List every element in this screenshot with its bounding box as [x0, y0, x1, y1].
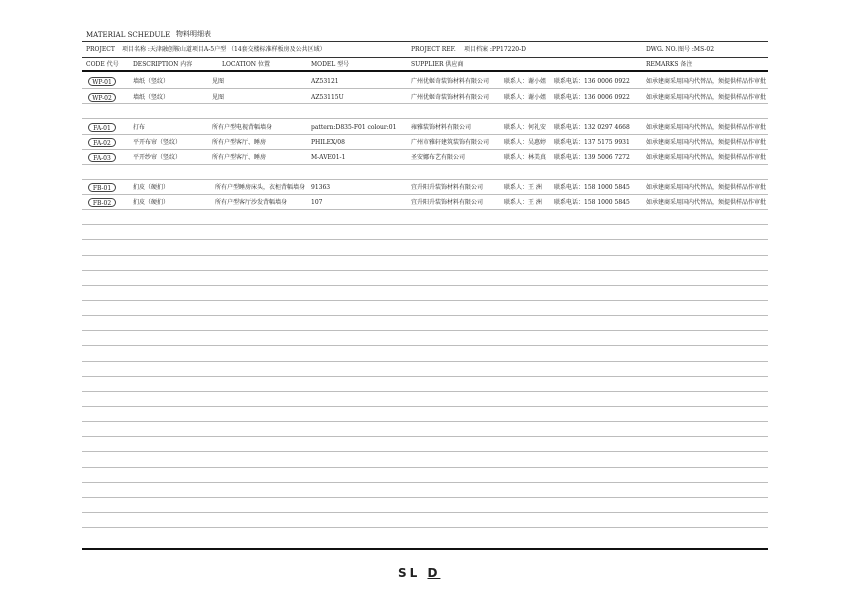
table-rule — [82, 406, 768, 407]
table-rule — [82, 285, 768, 286]
row-phone: 联系电话：158 1000 5845 — [554, 184, 630, 191]
row-supplier: 宜升阳升装饰材料有限公司 — [411, 184, 484, 191]
row-remark: 如承建商采用国内代替品，须提供样品作审批 — [646, 199, 767, 206]
table-rule — [82, 239, 768, 240]
table-rule — [82, 467, 768, 468]
table-rule — [82, 482, 768, 483]
row-description: 墙纸（竖纹） — [133, 94, 170, 101]
row-contact: 联系人：吴惠婷 — [504, 139, 547, 146]
row-phone: 联系电话：132 0297 4668 — [554, 124, 630, 131]
header-rule-bottom — [82, 70, 768, 72]
row-location: 见图 — [212, 78, 225, 85]
row-code-badge: WP-02 — [88, 93, 116, 102]
row-supplier: 圣安娜布艺有限公司 — [411, 154, 466, 161]
header-rule-middle — [82, 57, 768, 58]
row-supplier: 广州优姬奇装饰材料有限公司 — [411, 94, 490, 101]
row-location: 所有户型睡房床头，衣柜背幅墙身 — [215, 184, 306, 191]
row-contact: 联系人：王 洲 — [504, 184, 542, 191]
row-contact: 联系人：谢小姐 — [504, 78, 547, 85]
dwg-value: 图号 :MS-02 — [678, 46, 715, 53]
row-location: 见图 — [212, 94, 225, 101]
column-header-supplier: SUPPLIER 供应商 — [411, 61, 464, 68]
table-rule — [82, 300, 768, 301]
row-supplier: 宜升阳升装饰材料有限公司 — [411, 199, 484, 206]
row-code-badge: WP-01 — [88, 77, 116, 86]
table-rule — [82, 421, 768, 422]
row-contact: 联系人：王 洲 — [504, 199, 542, 206]
row-code-badge: FA-03 — [88, 153, 116, 162]
table-rule — [82, 88, 768, 89]
row-supplier: 广州优姬奇装饰材料有限公司 — [411, 78, 490, 85]
row-code-badge: FA-01 — [88, 123, 116, 132]
header-rule-top — [82, 41, 768, 42]
row-model: 91363 — [311, 184, 331, 191]
column-header-description: DESCRIPTION 内容 — [133, 61, 193, 68]
table-rule — [82, 134, 768, 135]
row-model: AZ53115U — [311, 94, 344, 101]
logo-letter-d: D — [427, 566, 441, 580]
table-rule — [82, 497, 768, 498]
table-rule — [82, 209, 768, 210]
table-rule — [82, 103, 768, 104]
table-rule — [82, 345, 768, 346]
row-supplier: 雍雅装饰材料有限公司 — [411, 124, 472, 131]
row-description: 墙纸（竖纹） — [133, 78, 170, 85]
table-rule — [82, 451, 768, 452]
column-header-location: LOCATION 位置 — [222, 61, 270, 68]
row-remark: 如承建商采用国内代替品，须提供样品作审批 — [646, 184, 767, 191]
row-location: 所有户型客厅、睡房 — [212, 154, 267, 161]
table-rule — [82, 330, 768, 331]
project-ref-value: 项目档案 :PP17220-D — [464, 46, 526, 53]
table-rule — [82, 224, 768, 225]
column-header-model: MODEL 型号 — [311, 61, 350, 68]
row-remark: 如承建商采用国内代替品，须提供样品作审批 — [646, 78, 767, 85]
column-header-remarks: REMARKS 备注 — [646, 61, 693, 68]
row-phone: 联系电话：139 5006 7272 — [554, 154, 630, 161]
row-remark: 如承建商采用国内代替品，须提供样品作审批 — [646, 139, 767, 146]
row-code-badge: FB-01 — [88, 183, 116, 192]
row-model: 107 — [311, 199, 323, 206]
row-remark: 如承建商采用国内代替品，须提供样品作审批 — [646, 94, 767, 101]
table-rule — [82, 361, 768, 362]
row-supplier: 广州市雅轩建筑装饰有限公司 — [411, 139, 490, 146]
row-description: 平开纱帘（竖纹） — [133, 154, 182, 161]
row-remark: 如承建商采用国内代替品，须提供样品作审批 — [646, 154, 767, 161]
row-description: 打布 — [133, 124, 146, 131]
row-description: 扪皮（硬扪） — [133, 199, 170, 206]
table-rule-bottom — [82, 548, 768, 550]
table-rule — [82, 376, 768, 377]
table-rule — [82, 527, 768, 528]
row-location: 所有户型客厅、睡房 — [212, 139, 267, 146]
row-phone: 联系电话：137 5175 9931 — [554, 139, 630, 146]
row-description: 平开布帘（竖纹） — [133, 139, 182, 146]
table-rule — [82, 391, 768, 392]
row-model: AZ53121 — [311, 78, 339, 85]
table-rule — [82, 315, 768, 316]
logo-text: SL — [398, 566, 428, 580]
project-label: PROJECT — [86, 46, 115, 53]
table-rule — [82, 179, 768, 180]
row-contact: 联系人：林美真 — [504, 154, 547, 161]
table-rule — [82, 436, 768, 437]
row-code-badge: FB-02 — [88, 198, 116, 207]
row-phone: 联系电话：158 1000 5845 — [554, 199, 630, 206]
project-value: 项目名称 :天津融创鞍山道项目A-5户型 （14套交楼标准样板房及公共区域） — [122, 46, 326, 53]
row-model: pattern:D835-F01 colour:01 — [311, 124, 397, 131]
column-header-code: CODE 代号 — [86, 61, 119, 68]
project-ref-label: PROJECT REF. — [411, 46, 456, 53]
table-rule — [82, 118, 768, 119]
schedule-title-en: MATERIAL SCHEDULE — [86, 31, 171, 39]
table-rule — [82, 149, 768, 150]
dwg-label: DWG. NO. — [646, 46, 678, 53]
row-location: 所有户型客厅沙发背幅墙身 — [215, 199, 288, 206]
row-model: M-AVE01-1 — [311, 154, 346, 161]
table-rule — [82, 512, 768, 513]
row-code-badge: FA-02 — [88, 138, 116, 147]
sld-logo — [398, 566, 440, 580]
table-rule — [82, 255, 768, 256]
schedule-title-cn: 物料明细表 — [176, 30, 211, 38]
row-phone: 联系电话：136 0006 0922 — [554, 78, 630, 85]
row-model: PHILEX/08 — [311, 139, 345, 146]
table-rule — [82, 270, 768, 271]
row-phone: 联系电话：136 0006 0922 — [554, 94, 630, 101]
table-rule — [82, 164, 768, 165]
table-rule — [82, 194, 768, 195]
row-remark: 如承建商采用国内代替品，须提供样品作审批 — [646, 124, 767, 131]
row-description: 扪皮（硬扪） — [133, 184, 170, 191]
row-contact: 联系人：谢小姐 — [504, 94, 547, 101]
row-contact: 联系人：何礼安 — [504, 124, 547, 131]
row-location: 所有户型电视背幅墙身 — [212, 124, 273, 131]
